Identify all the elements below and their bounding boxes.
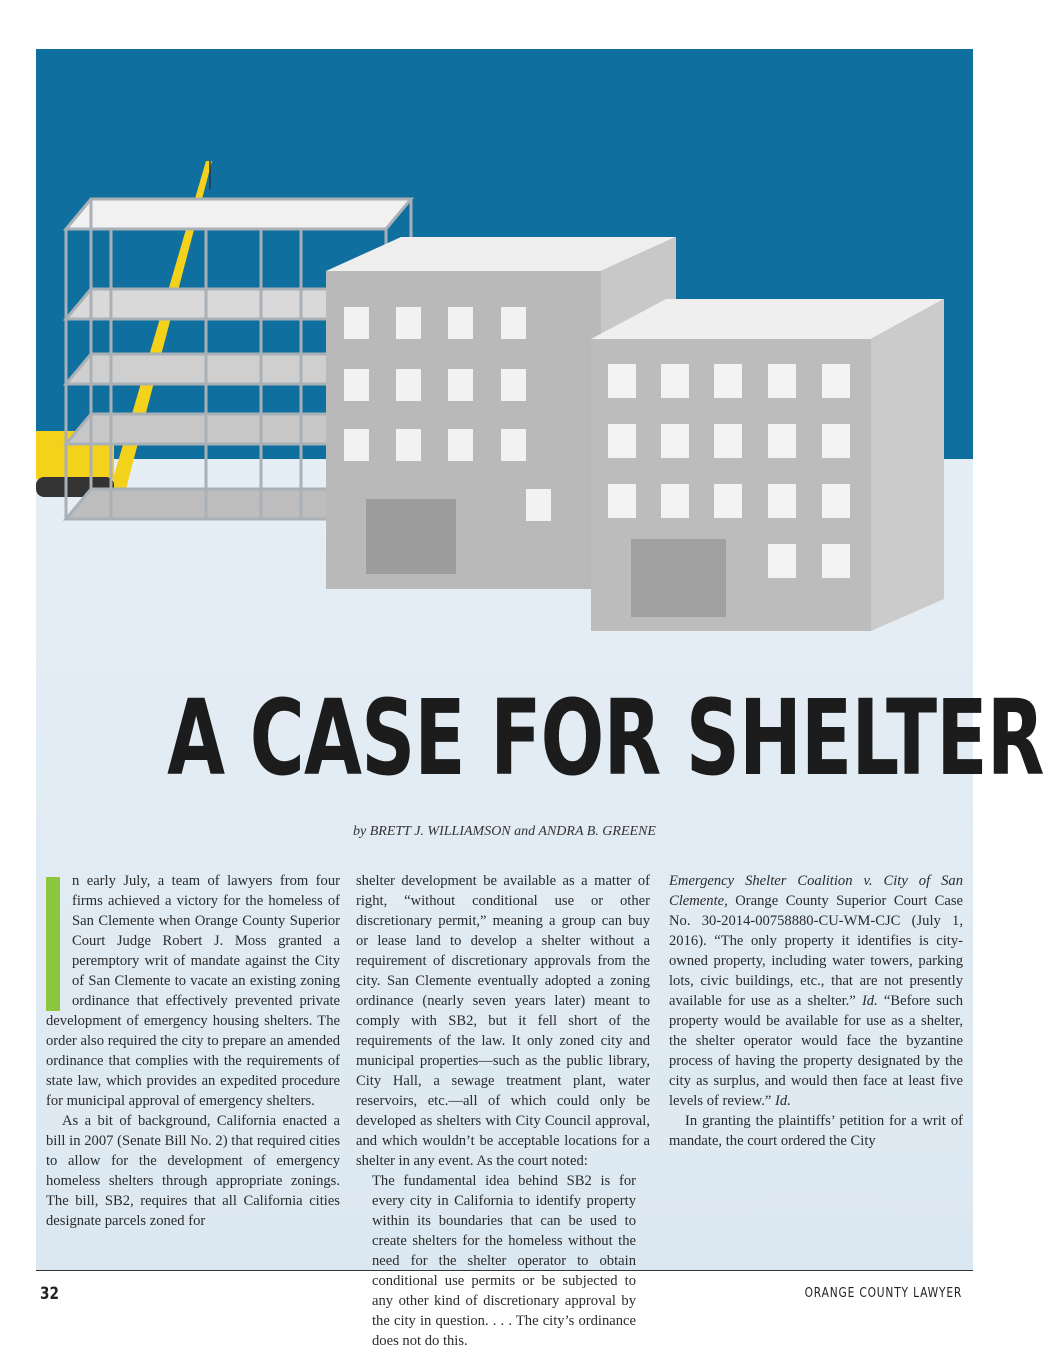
byline-and: and	[514, 824, 536, 839]
case-name: Emergency Shelter Coalition v. City of San Clemente	[669, 873, 963, 909]
byline	[36, 824, 973, 840]
body-paragraph: shelter development be available as a matter of right, “without conditional use or other discretionary permit,” meaning a group can buy or lease land to develop a shelter without a requirement of discretionary approvals from the city. San Clemente eventually adopted a zoning ordinance (nearly seven years later) meant to comply with SB2, but it fell short of the requirements of the law. It only zoned city and municipal properties—such as the public library, City Hall, a sewage treatment plant, water reservoirs, etc.—all of which could only be developed as shelters with City Council approval, and which wouldn’t be acceptable locations for a shelter in any event. As the court noted:	[356, 873, 650, 1169]
author-name: ANDRA B. GREENE	[538, 824, 656, 839]
article-headline: A CASE FOR SHELTER	[167, 677, 1044, 799]
body-paragraph: Emergency Shelter Coalition v. City of San Clemente, Orange County Superior Court Case No. 30-2014-00758880-CU-WM-CJC (July 1, 2016). “The only property it identifies is city-owned property, including water towers, parking lots, civic buildings, etc., that are not presently available for use as a shelter.” Id. “Before such property would be available for use as a shelter, the shelter operator would face the byzantine process of having the property designated by the city as surplus, and would then face at least five levels of review.” Id.	[669, 873, 963, 1109]
byline-prefix: by	[353, 824, 367, 839]
body-paragraph: In granting the plaintiffs’ petition for a writ of mandate, the court ordered the City	[669, 1113, 963, 1149]
text-column-1	[46, 871, 340, 1231]
page-number: 32	[40, 1284, 59, 1304]
text-column-3	[669, 871, 963, 1151]
citation: Id.	[861, 993, 878, 1009]
building-icon	[591, 299, 944, 631]
author-name: BRETT J. WILLIAMSON	[369, 824, 511, 839]
text-column-2	[356, 871, 650, 1351]
body-paragraph: n early July, a team of lawyers from four firms achieved a victory for the homeless of San Clemente when Orange County Superior Court Judge Robert J. Moss granted a peremptory writ of mandate against the City of San Clemente to vacate an existing zoning ordinance that effectively prevented private development of emergency housing shelters. The order also required the city to prepare an amended ordinance that complies with the requirements of state law, which provides an expedited procedure for municipal approval of emergency shelters.	[46, 873, 340, 1109]
body-paragraph: As a bit of background, California enacted a bill in 2007 (Senate Bill No. 2) that required cities to allow for the development of emergency homeless shelters through appropriate zonings. The bill, SB2, requires that all California cities designate parcels zoned for	[46, 1113, 340, 1229]
citation: Id.	[775, 1093, 791, 1109]
footer-rule	[36, 1270, 973, 1271]
block-quote: The fundamental idea behind SB2 is for every city in California to identify property within its boundaries that can be used to create shelters for the homeless without the need for the shelter operator to obtain conditional use permits or be subjected to any other kind of discretionary approval by the city in question. . . . The city’s ordinance does not do this.	[372, 1173, 636, 1349]
magazine-name: ORANGE COUNTY LAWYER	[804, 1286, 962, 1301]
drop-cap	[46, 877, 60, 1011]
